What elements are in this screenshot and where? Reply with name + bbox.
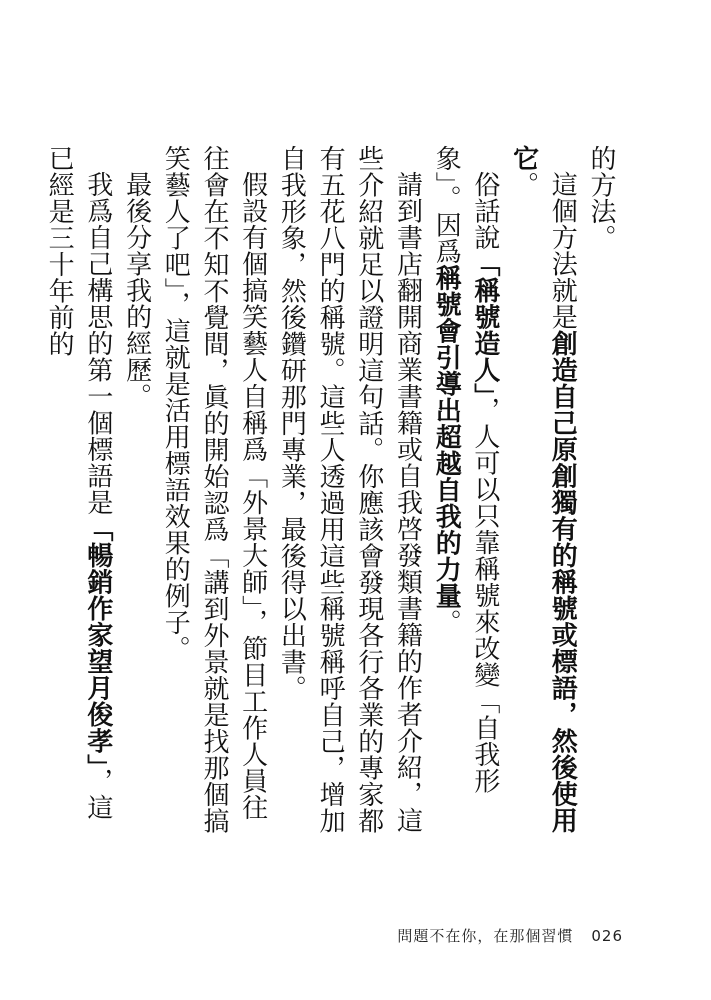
paragraph-5: 假設有個搞笑藝人自稱爲「外景大師」，節目工作人員往往會在不知不覺間，眞的開始認爲「講到外景就是找那個搞笑藝人了吧」，這就是活用標語效果的例子。 <box>160 145 268 834</box>
paragraph-3-text-e: 。 <box>431 609 462 636</box>
paragraph-2-text-c: 。 <box>508 171 539 198</box>
paragraph-3-text-c: ，人可以只靠稱號來改變「自我形象」。因爲 <box>431 145 500 794</box>
running-footer <box>397 925 623 946</box>
paragraph-7-emphasis: 「暢銷作家望月俊孝」 <box>82 515 113 768</box>
paragraph-3-emphasis-1: 「稱號造人」 <box>469 250 500 397</box>
paragraph-7 <box>39 145 116 845</box>
paragraph-3-text-a: 俗話說 <box>469 171 500 251</box>
paragraph-7-text-a: 我爲自己構思的第一個標語是 <box>82 171 113 516</box>
vertical-text-body <box>44 145 620 845</box>
book-title: 問題不在你，在那個習慣 <box>397 927 574 945</box>
paragraph-2-text-a: 這個方法就是 <box>547 171 578 330</box>
page-number: 026 <box>591 927 623 945</box>
paragraph-4: 請到書店翻開商業書籍或自我啓發類書籍的作者介紹，這些介紹就足以證明這句話。你應該會發現各行各業的專家都有五花八門的稱號。這些人透過用這些稱號稱呼自己，增加自我形象，然後鑽研那門專業，最後得以出書。 <box>276 145 423 834</box>
paragraph-2-emphasis: 創造自己原創獨有的稱號或標語，然後使用它 <box>508 145 578 834</box>
paragraph-3 <box>426 145 503 845</box>
paragraph-7-text-c: ，這已經是三十年前的 <box>44 145 113 821</box>
paragraph-6: 最後分享我的經歷。 <box>121 171 152 410</box>
paragraph-1: 的方法。 <box>586 145 616 251</box>
paragraph-3-emphasis-2: 稱號會引導出超越自我的力量 <box>431 264 462 609</box>
paragraph-2 <box>504 145 581 845</box>
